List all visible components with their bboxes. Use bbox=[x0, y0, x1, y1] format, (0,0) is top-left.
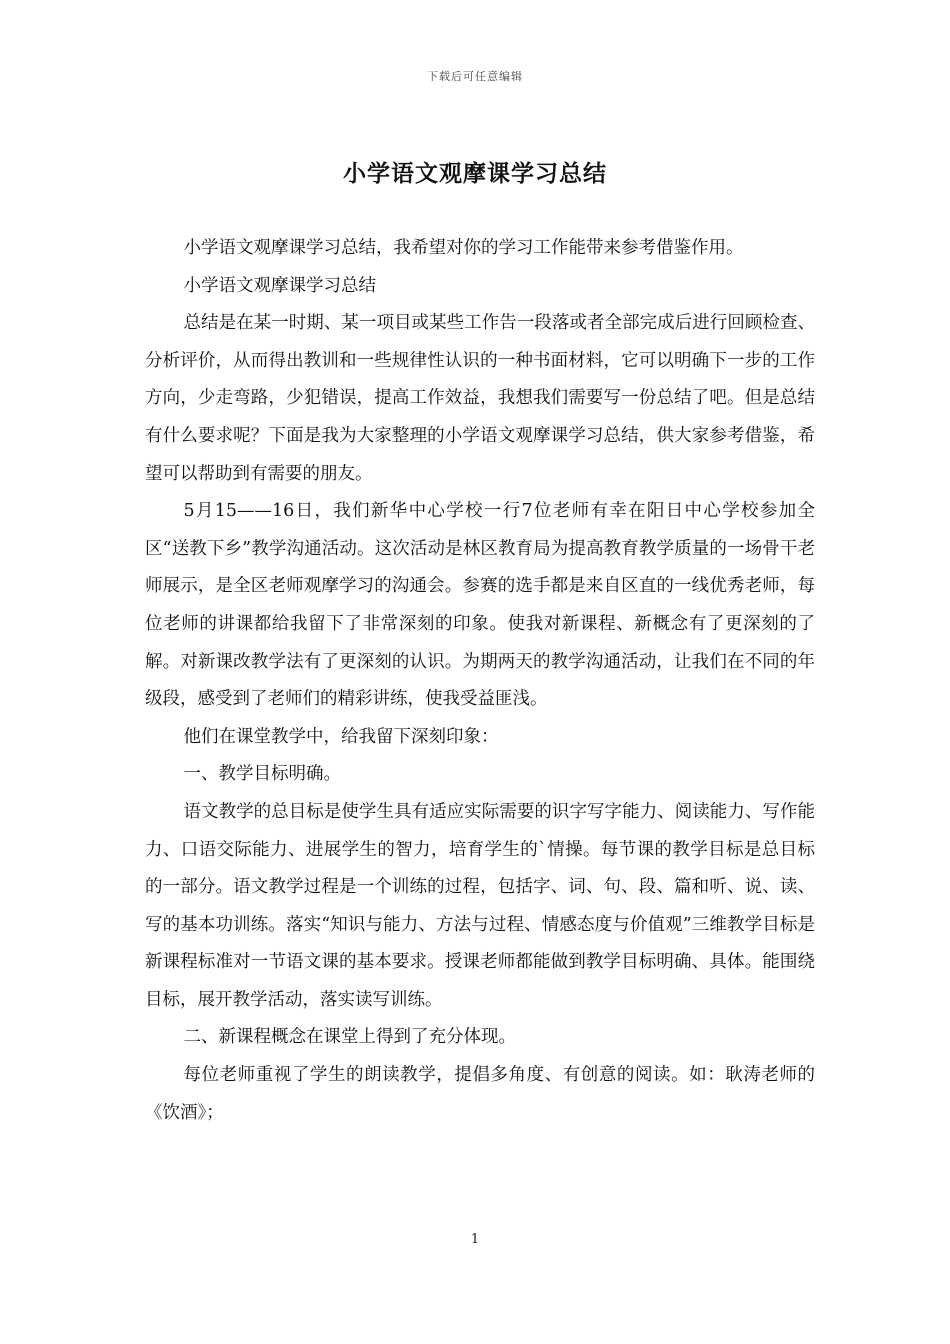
page-number: 1 bbox=[470, 1232, 480, 1247]
document-body bbox=[145, 230, 815, 1132]
paragraph-intro: 小学语文观摩课学习总结，我希望对你的学习工作能带来参考借鉴作用。 bbox=[183, 238, 744, 258]
paragraph-summary-definition: 总结是在某一时期、某一项目或某些工作告一段落或者全部完成后进行回顾检查、分析评价，从而得出教训和一些规律性认识的一种书面材料，它可以明确下一步的工作方向，少走弯路，少犯错误，提高工作效益，我想我们需要写一份总结了吧。但是总结有什么要求呢？下面是我为大家整理的小学语文观摩课学习总结，供大家参考借鉴，希望可以帮助到有需要的朋友。 bbox=[145, 313, 815, 484]
paragraph-impression: 他们在课堂教学中，给我留下深刻印象： bbox=[183, 726, 499, 747]
paragraph-subtitle: 小学语文观摩课学习总结 bbox=[183, 275, 376, 296]
section-heading-2: 二、新课程概念在课堂上得到了充分体现。 bbox=[183, 1027, 516, 1048]
paragraph-activity: 5月15——16日，我们新华中心学校一行7位老师有幸在阳日中心学校参加全区“送教下乡”教学沟通活动。这次活动是林区教育局为提高教育教学质量的一场骨干老师展示，是全区老师观摩学习的沟通会。参赛的选手都是来自区直的一线优秀老师，每位老师的讲课都给我留下了非常深刻的印象。使我对新课程、新概念有了更深刻的了解。对新课改教学法有了更深刻的认识。为期两天的教学沟通活动，让我们在不同的年级段，感受到了老师们的精彩讲练，使我受益匪浅。 bbox=[145, 501, 815, 710]
header-note: 下载后可任意编辑 bbox=[427, 70, 523, 83]
document-title: 小学语文观摩课学习总结 bbox=[343, 160, 607, 187]
paragraph-reading: 每位老师重视了学生的朗读教学，提倡多角度、有创意的阅读。如：耿涛老师的《饮酒》； bbox=[145, 1065, 815, 1123]
section-heading-1: 一、教学目标明确。 bbox=[183, 764, 341, 785]
paragraph-teaching-goals: 语文教学的总目标是使学生具有适应实际需要的识字写字能力、阅读能力、写作能力、口语交际能力、进展学生的智力，培育学生的`情操。每节课的教学目标是总目标的一部分。语文教学过程是一个训练的过程，包括字、词、句、段、篇和听、说、读、写的基本功训练。落实“知识与能力、方法与过程、情感态度与价值观”三维教学目标是新课程标准对一节语文课的基本要求。授课老师都能做到教学目标明确、具体。能围绕目标，展开教学活动，落实读写训练。 bbox=[145, 801, 815, 1010]
